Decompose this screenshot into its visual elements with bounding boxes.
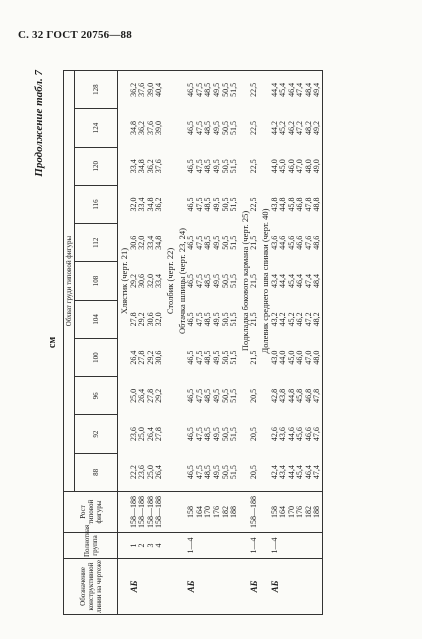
group-cell: 1—4: [271, 533, 323, 559]
value-cell: 46,5 47,5 48,5 49,5 50,5 51,5: [186, 312, 239, 327]
value-cell: 44,2 45,2 46,2 47,2 48,2 49,2: [269, 120, 322, 135]
value-cell: 20,5: [249, 388, 259, 403]
height-cell: 158 164 170 176 182 188: [187, 492, 239, 533]
value-cell: 26,4 27,8 29,2 30,6: [128, 350, 164, 365]
value-cell: 21,5: [249, 274, 259, 289]
col-header-size: 92: [75, 415, 118, 453]
value-cell: 43,8 44,8 45,8 46,8 47,8 48,8: [269, 197, 322, 212]
value-cell: 34,8 36,2 37,6 39,0: [128, 120, 164, 135]
col-header-size: 100: [75, 338, 118, 376]
value-cell: 46,5 47,5 48,5 49,5 50,5 51,5: [186, 388, 239, 403]
col-header-designation: Обозначение конструктивной линии на чертеже: [64, 559, 118, 615]
value-cell: 30,6 32,0 33,4 34,8: [128, 235, 164, 250]
value-cell: 44,4 45,4 46,4 47,4 48,4 49,4: [271, 71, 323, 109]
value-cell: 43,4 44,4 45,4 46,4 47,4 48,4: [269, 274, 322, 289]
col-header-size: 88: [75, 453, 118, 491]
value-cell: 33,4 34,8 36,2 37,6: [128, 159, 164, 174]
section-spacer: [164, 559, 176, 615]
section-subtitle: Обтачка шлицы (черт. 23, 24): [176, 71, 188, 492]
section-title: Долевик среднего шва спинки (черт. 40): [259, 71, 271, 492]
col-header-height: Рост типовой фигуры: [64, 492, 118, 533]
col-header-size: 124: [75, 109, 118, 147]
group-cell: 1—4: [187, 533, 239, 559]
col-header-size: 128: [75, 71, 118, 109]
value-cell: 21,5: [249, 235, 259, 250]
value-cell: 20,5: [250, 453, 259, 491]
rotated-table-block: [35, 70, 410, 615]
value-cell: 42,6 43,6 44,6 45,6 46,6 47,6: [269, 427, 322, 442]
col-header-size: 108: [75, 262, 118, 300]
section-spacer: [259, 492, 271, 533]
value-cell: 27,8 29,2 30,6 32,0: [128, 312, 164, 327]
value-cell: 22,5: [250, 71, 259, 109]
value-cell: 29,2 30,6 32,0 33,4: [128, 274, 164, 289]
col-header-girth-group: Обхват груди типовой фигуры: [64, 71, 75, 492]
section-spacer: [164, 492, 176, 533]
section-title: Столбик (черт. 22): [164, 71, 176, 492]
col-header-size: 112: [75, 224, 118, 262]
value-cell: 23,6 25,0 26,4 27,8: [128, 427, 164, 442]
section-spacer: [118, 533, 130, 559]
section-spacer: [259, 533, 271, 559]
table-bottom-rule: [323, 71, 324, 615]
section-title: Подкладка бокового кармана (черт. 25): [239, 71, 251, 492]
height-cell: 158—188: [250, 492, 259, 533]
designation-cell: АБ: [271, 559, 323, 615]
section-title: Хлястик (черт. 21): [118, 71, 130, 492]
value-cell: 46,5 47,5 48,5 49,5 50,5 51,5: [186, 350, 239, 365]
value-cell: 43,6 44,6 45,6 46,6 47,6 48,6: [269, 235, 322, 250]
value-cell: 46,5 47,5 48,5 49,5 50,5 51,5: [186, 197, 239, 212]
value-cell: 42,4 43,4 44,4 45,4 46,4 47,4: [271, 453, 323, 491]
value-cell: 22,2 23,6 25,0 26,4: [130, 453, 164, 491]
value-cell: 32,0 33,4 34,8 36,2: [128, 197, 164, 212]
value-cell: 36,2 37,6 39,0 40,4: [130, 71, 164, 109]
col-header-size: 104: [75, 300, 118, 338]
value-cell: 20,5: [249, 427, 259, 442]
value-cell: 44,0 45,0 46,0 47,0 48,0 49,0: [269, 159, 322, 174]
page-header: С. 32 ГОСТ 20756—88: [18, 29, 132, 41]
value-cell: 21,5: [249, 312, 259, 327]
value-cell: 42,8 43,8 44,8 45,8 46,8 47,8: [269, 388, 322, 403]
value-cell: 46,5 47,5 48,5 49,5 50,5 51,5: [187, 71, 239, 109]
value-cell: 46,5 47,5 48,5 49,5 50,5 51,5: [186, 427, 239, 442]
section-spacer: [118, 492, 130, 533]
group-cell: 1 2 3 4: [130, 533, 164, 559]
value-cell: 22,5: [249, 159, 259, 174]
value-cell: 43,2 44,2 45,2 46,2 47,2 48,2: [269, 312, 322, 327]
designation-cell: АБ: [250, 559, 259, 615]
value-cell: 46,5 47,5 48,5 49,5 50,5 51,5: [187, 453, 239, 491]
table-continuation-note: Продолжение табл. 7: [33, 70, 45, 177]
value-cell: 25,0 26,4 27,8 29,2: [128, 388, 164, 403]
designation-cell: АБ: [130, 559, 164, 615]
height-cell: 158 164 170 176 182 188: [271, 492, 323, 533]
value-cell: 43,0 44,0 45,0 46,0 47,0 48,0: [269, 350, 322, 365]
group-cell: 1—4: [250, 533, 259, 559]
value-cell: 22,5: [249, 197, 259, 212]
value-cell: 46,5 47,5 48,5 49,5 50,5 51,5: [186, 235, 239, 250]
table-unit: см: [47, 336, 58, 349]
value-cell: 46,5 47,5 48,5 49,5 50,5 51,5: [186, 159, 239, 174]
col-header-group: Полнотная группа: [64, 533, 118, 559]
measurement-table: [63, 70, 323, 615]
col-header-size: 96: [75, 377, 118, 415]
col-header-size: 120: [75, 147, 118, 185]
col-header-size: 116: [75, 185, 118, 223]
value-cell: 46,5 47,5 48,5 49,5 50,5 51,5: [186, 120, 239, 135]
value-cell: 22,5: [249, 120, 259, 135]
section-spacer: [164, 533, 176, 559]
value-cell: 21,5: [249, 350, 259, 365]
height-cell: 158—188 158—188 158—188 158—188: [130, 492, 164, 533]
designation-cell: АБ: [187, 559, 239, 615]
section-spacer: [259, 559, 271, 615]
section-spacer: [118, 559, 130, 615]
value-cell: 46,5 47,5 48,5 49,5 50,5 51,5: [186, 274, 239, 289]
